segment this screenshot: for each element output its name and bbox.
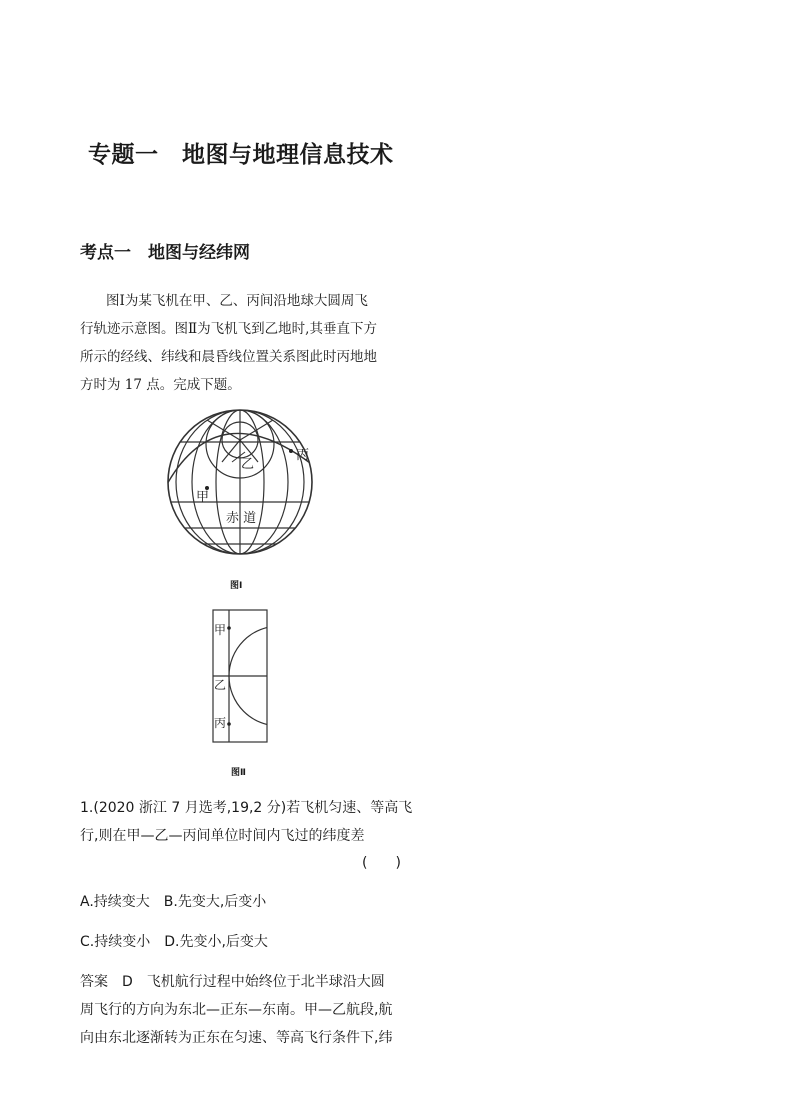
options-line: C.持续变小 D.先变小,后变大 [80,934,268,950]
question-line: 行,则在甲—乙—丙间单位时间内飞过的纬度差 [80,828,365,844]
page-title: 专题一 地图与地理信息技术 [88,142,394,168]
question-line: 1.(2020 浙江 7 月选考,19,2 分)若飞机匀速、等高飞 [80,800,413,816]
stem-line: 图Ⅰ为某飞机在甲、乙、丙间沿地球大圆周飞 [106,293,368,309]
options-line: A.持续变大 B.先变大,后变小 [80,894,267,910]
stem-line: 所示的经线、纬线和晨昏线位置关系图此时丙地地 [80,349,377,365]
yi-label: 乙 [241,457,255,472]
bing-point [289,449,293,453]
equator-label: 赤 道 [226,511,257,526]
section-heading: 考点一 地图与经纬网 [80,243,250,263]
jia-point [227,626,231,630]
stem-line: 行轨迹示意图。图Ⅱ为飞机飞到乙地时,其垂直下方 [80,321,377,337]
figure2-caption: 图Ⅱ [231,768,246,778]
meridian-segment [222,440,240,462]
jia-label: 甲 [214,623,227,637]
bing-point [227,722,231,726]
bing-label: 丙 [296,448,310,463]
figure1-caption: 图Ⅰ [230,581,243,591]
answer-line: 答案 D 飞机航行过程中始终位于北半球沿大圆 [80,974,385,990]
answer-line: 周飞行的方向为东北—正东—东南。甲—乙航段,航 [80,1002,393,1018]
bing-label: 丙 [214,716,227,730]
answer-bracket: ( ) [362,855,401,871]
stem-line: 方时为 17 点。完成下题。 [80,377,241,393]
jia-label: 甲 [196,490,210,505]
answer-line: 向由东北逐渐转为正东在匀速、等高飞行条件下,纬 [80,1030,393,1046]
figure-globe [160,404,320,562]
figure-position-diagram [210,608,270,744]
yi-label: 乙 [214,678,227,692]
